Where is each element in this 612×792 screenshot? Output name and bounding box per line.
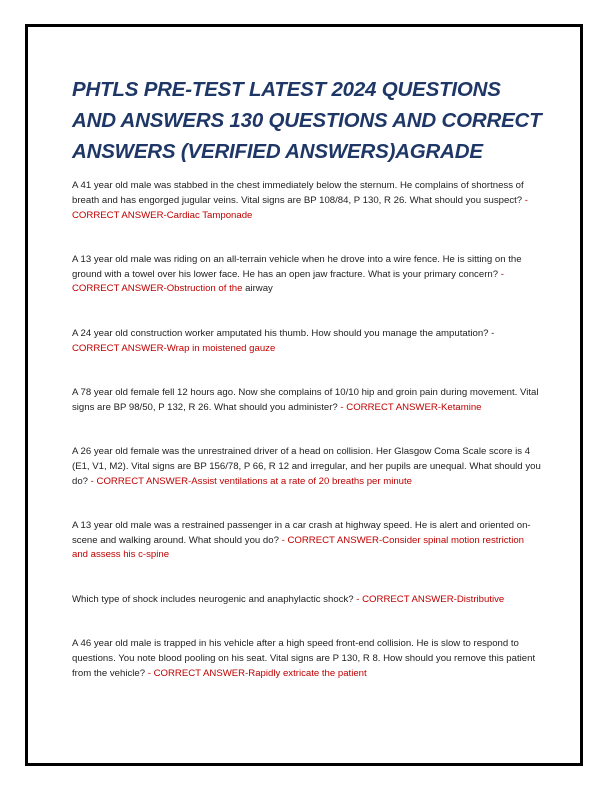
document-content: [72, 74, 542, 681]
qa-item: [72, 386, 542, 416]
document-title: PHTLS PRE-TEST LATEST 2024 QUESTIONS AND ANSWERS 130 QUESTIONS AND CORRECT ANSWERS (VERIFIED ANSWERS)AGRADE: [72, 78, 542, 163]
qa-item: [72, 637, 542, 681]
question-text: A 78 year old female fell 12 hours ago. Now she complains of 10/10 hip and groin pain during movement. Vital signs are BP 98/50, P 132, R 26. What should you administer?: [72, 386, 539, 413]
question-text: Which type of shock includes neurogenic and anaphylactic shock?: [72, 593, 354, 605]
qa-item: [72, 179, 542, 223]
qa-item: [72, 253, 542, 297]
qa-item: [72, 445, 542, 489]
question-text: A 13 year old male was a restrained passenger in a car crash at highway speed. He is alert and oriented on-scene and walking around. What should you do?: [72, 519, 531, 546]
question-text: A 26 year old female was the unrestrained driver of a head on collision. Her Glasgow Coma Scale score is 4 (E1, V1, M2). Vital signs are BP 156/78, P 66, R 12 and irregular, and her pupils are unequal. What should you do?: [72, 445, 541, 487]
answer-text: - CORRECT ANSWER-Rapidly extricate the patient: [145, 667, 367, 679]
answer-tail-text: airway: [242, 283, 273, 295]
answer-text: - CORRECT ANSWER-Cardiac Tamponade: [72, 194, 529, 221]
question-text: A 46 year old male is trapped in his vehicle after a high speed front-end collision. He is slow to respond to questions. You note blood pooling on his seat. Vital signs are P 130, R 8. How should you remove this patient from the vehicle?: [72, 638, 536, 679]
question-text: A 24 year old construction worker amputated his thumb. How should you manage the amputation? -: [72, 327, 495, 339]
question-text: A 13 year old male was riding on an all-terrain vehicle when he drove into a wire fence. He is sitting on the ground with a towel over his lower face. He has an open jaw fracture. What is your primary concern?: [72, 253, 522, 280]
qa-item: [72, 593, 542, 608]
answer-text: CORRECT ANSWER-Wrap in moistened gauze: [72, 342, 276, 354]
qa-item: [72, 519, 542, 563]
answer-text: - CORRECT ANSWER-Assist ventilations at a rate of 20 breaths per minute: [88, 475, 413, 487]
qa-item: [72, 327, 542, 357]
answer-text: - CORRECT ANSWER-Distributive: [353, 593, 505, 605]
answer-text: - CORRECT ANSWER-Ketamine: [337, 401, 482, 413]
answer-text: - CORRECT ANSWER-Consider spinal motion restriction and assess his c-spine: [72, 534, 524, 561]
answer-text: - CORRECT ANSWER-Obstruction of the: [72, 268, 504, 295]
question-text: A 41 year old male was stabbed in the chest immediately below the sternum. He complains of shortness of breath and has engorged jugular veins. Vital signs are BP 108/84, P 130, R 26. What should you suspect?: [72, 180, 524, 206]
